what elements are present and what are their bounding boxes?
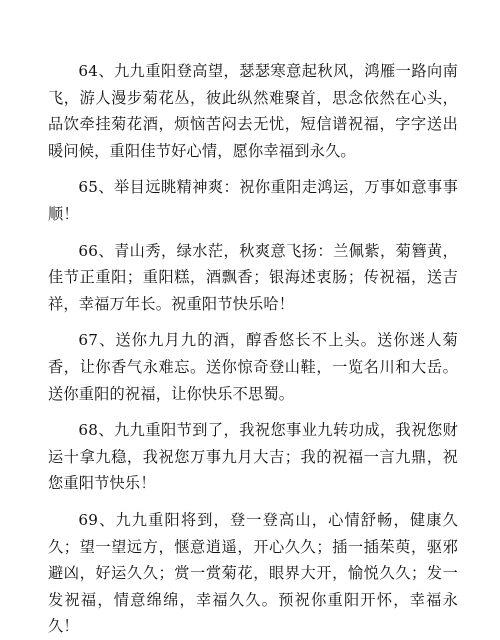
paragraph-66: 66、青山秀，绿水茫，秋爽意飞扬：兰佩紫，菊簪黄，佳节正重阳；重阳糕，酒飘香；银海述衷肠；传祝福，送吉祥，幸福万年长。祝重阳节快乐哈！ — [48, 241, 458, 313]
document-body — [48, 58, 458, 640]
paragraph-65: 65、举目远眺精神爽：祝你重阳走鸿运，万事如意事事顺！ — [48, 178, 458, 223]
paragraph-69: 69、九九重阳将到，登一登高山，心情舒畅，健康久久；望一望远方，惬意逍遥，开心久久；插一插茱萸，驱邪避凶，好运久久；赏一赏菊花，眼界大开，愉悦久久；发一发祝福，情意绵绵，幸福久久。预祝你重阳开怀，幸福永久！ — [48, 510, 458, 636]
paragraph-64: 64、九九重阳登高望，瑟瑟寒意起秋风，鸿雁一路向南飞，游人漫步菊花丛，彼此纵然难聚首，思念依然在心头，品饮牵挂菊花酒，烦恼苦闷去无忧，短信谱祝福，字字送出暖问候，重阳佳节好心情，愿你幸福到永久。 — [48, 62, 458, 160]
paragraph-68: 68、九九重阳节到了，我祝您事业九转功成，我祝您财运十拿九稳，我祝您万事九月大吉；我的祝福一言九鼎，祝您重阳节快乐！ — [48, 421, 458, 493]
paragraph-67: 67、送你九月九的酒，醇香悠长不上头。送你迷人菊香，让你香气永难忘。送你惊奇登山鞋，一览名川和大岳。送你重阳的祝福，让你快乐不思蜀。 — [48, 331, 458, 403]
